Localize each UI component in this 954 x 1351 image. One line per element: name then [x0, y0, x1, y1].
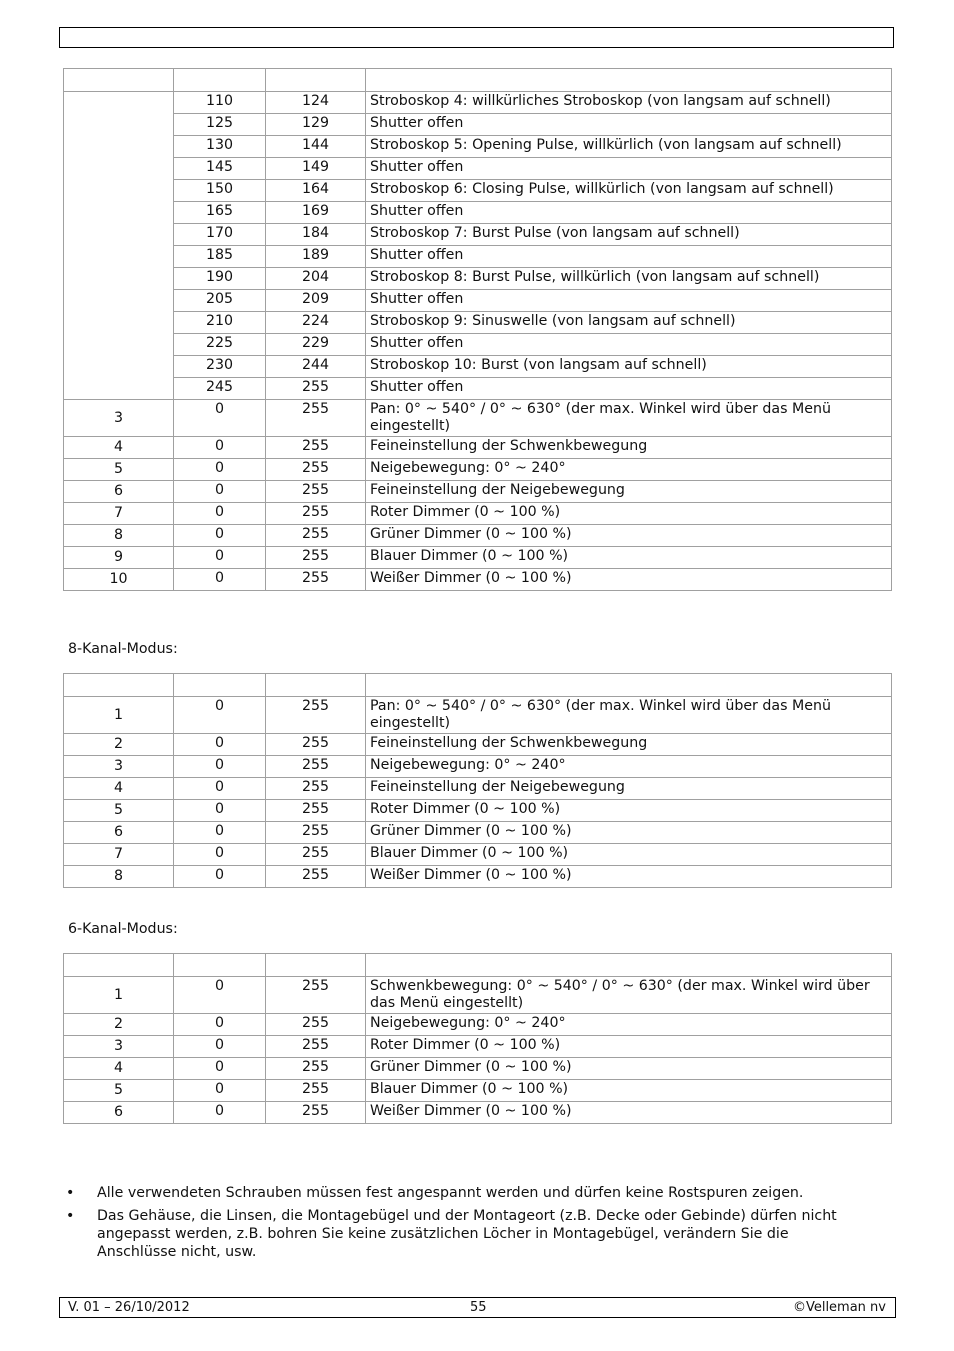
function-cell: Shutter offen [366, 246, 892, 268]
function-cell: Stroboskop 5: Opening Pulse, willkürlich (von langsam auf schnell) [366, 136, 892, 158]
to-value-cell: 255 [266, 822, 366, 844]
dmx-table-8ch [63, 673, 892, 888]
from-value-cell: 0 [174, 1102, 266, 1124]
table-row [64, 481, 892, 503]
table-row [64, 734, 892, 756]
from-value-cell: 0 [174, 1014, 266, 1036]
table-row [64, 1058, 892, 1080]
bullet-marker: • [66, 1208, 75, 1224]
from-value-cell: 0 [174, 734, 266, 756]
table-row [64, 224, 892, 246]
header-cell [266, 954, 366, 977]
table-row [64, 1014, 892, 1036]
channel-cell: 4 [64, 778, 174, 800]
dmx-table-10ch [63, 68, 892, 591]
channel-cell: 6 [64, 481, 174, 503]
table-row [64, 180, 892, 202]
from-value-cell: 0 [174, 569, 266, 591]
table-row [64, 378, 892, 400]
channel-cell: 5 [64, 800, 174, 822]
function-cell: Blauer Dimmer (0 ~ 100 %) [366, 844, 892, 866]
channel-cell: 5 [64, 459, 174, 481]
channel-cell: 3 [64, 1036, 174, 1058]
to-value-cell: 255 [266, 1102, 366, 1124]
from-value-cell: 0 [174, 1036, 266, 1058]
from-value-cell: 0 [174, 525, 266, 547]
channel-cell [64, 92, 174, 400]
function-cell: Shutter offen [366, 202, 892, 224]
function-cell: Roter Dimmer (0 ~ 100 %) [366, 800, 892, 822]
table-row [64, 547, 892, 569]
function-cell: Shutter offen [366, 114, 892, 136]
to-value-cell: 255 [266, 977, 366, 1014]
from-value-cell: 170 [174, 224, 266, 246]
header-cell [366, 69, 892, 92]
header-cell [64, 954, 174, 977]
function-cell: Neigebewegung: 0° ~ 240° [366, 459, 892, 481]
to-value-cell: 209 [266, 290, 366, 312]
to-value-cell: 169 [266, 202, 366, 224]
mode6-label: 6-Kanal-Modus: [68, 921, 178, 937]
header-cell [366, 674, 892, 697]
channel-cell: 2 [64, 734, 174, 756]
function-cell: Shutter offen [366, 334, 892, 356]
to-value-cell: 224 [266, 312, 366, 334]
function-cell: Schwenkbewegung: 0° ~ 540° / 0° ~ 630° (der max. Winkel wird über das Menü eingestellt) [366, 977, 892, 1014]
to-value-cell: 255 [266, 697, 366, 734]
page-header-frame [59, 27, 894, 48]
bullet-text: Alle verwendeten Schrauben müssen fest angespannt werden und dürfen keine Rostspuren zeigen. [97, 1185, 804, 1201]
table-row [64, 437, 892, 459]
dmx-table-6ch [63, 953, 892, 1124]
table-row [64, 844, 892, 866]
table-row [64, 114, 892, 136]
table-row [64, 400, 892, 437]
function-cell: Grüner Dimmer (0 ~ 100 %) [366, 1058, 892, 1080]
channel-cell: 8 [64, 866, 174, 888]
table-row [64, 800, 892, 822]
table-row [64, 756, 892, 778]
table-row [64, 822, 892, 844]
function-cell: Neigebewegung: 0° ~ 240° [366, 1014, 892, 1036]
function-cell: Stroboskop 10: Burst (von langsam auf schnell) [366, 356, 892, 378]
table-row [64, 569, 892, 591]
from-value-cell: 0 [174, 697, 266, 734]
header-cell [266, 674, 366, 697]
function-cell: Feineinstellung der Neigebewegung [366, 481, 892, 503]
to-value-cell: 255 [266, 800, 366, 822]
page-footer [59, 1297, 896, 1318]
from-value-cell: 0 [174, 459, 266, 481]
function-cell: Roter Dimmer (0 ~ 100 %) [366, 1036, 892, 1058]
to-value-cell: 229 [266, 334, 366, 356]
function-cell: Weißer Dimmer (0 ~ 100 %) [366, 1102, 892, 1124]
channel-cell: 7 [64, 503, 174, 525]
from-value-cell: 0 [174, 437, 266, 459]
from-value-cell: 0 [174, 756, 266, 778]
bullet-text: Das Gehäuse, die Linsen, die Montagebügel und der Montageort (z.B. Decke oder Gebinde) dürfen nicht angepasst werden, z.B. bohren Sie keine zusätzlichen Löcher in Montagebügel, verändern Sie die Anschlüsse nicht, usw. [97, 1208, 837, 1260]
function-cell: Shutter offen [366, 290, 892, 312]
table-row [64, 525, 892, 547]
table-row [64, 158, 892, 180]
table-row [64, 246, 892, 268]
from-value-cell: 0 [174, 503, 266, 525]
function-cell: Grüner Dimmer (0 ~ 100 %) [366, 525, 892, 547]
from-value-cell: 0 [174, 400, 266, 437]
from-value-cell: 165 [174, 202, 266, 224]
channel-cell: 10 [64, 569, 174, 591]
table-row [64, 697, 892, 734]
function-cell: Blauer Dimmer (0 ~ 100 %) [366, 547, 892, 569]
to-value-cell: 255 [266, 569, 366, 591]
channel-cell: 2 [64, 1014, 174, 1036]
from-value-cell: 205 [174, 290, 266, 312]
from-value-cell: 0 [174, 800, 266, 822]
function-cell: Pan: 0° ~ 540° / 0° ~ 630° (der max. Winkel wird über das Menü eingestellt) [366, 697, 892, 734]
table-header-row [64, 69, 892, 92]
function-cell: Stroboskop 6: Closing Pulse, willkürlich (von langsam auf schnell) [366, 180, 892, 202]
table-row [64, 866, 892, 888]
safety-bullet-list [63, 1184, 863, 1266]
table-row [64, 202, 892, 224]
from-value-cell: 0 [174, 547, 266, 569]
table-row [64, 356, 892, 378]
header-cell [64, 674, 174, 697]
channel-cell: 7 [64, 844, 174, 866]
channel-cell: 1 [64, 697, 174, 734]
channel-cell: 6 [64, 822, 174, 844]
channel-cell: 4 [64, 1058, 174, 1080]
from-value-cell: 0 [174, 844, 266, 866]
from-value-cell: 0 [174, 1058, 266, 1080]
header-cell [174, 954, 266, 977]
function-cell: Feineinstellung der Schwenkbewegung [366, 437, 892, 459]
to-value-cell: 255 [266, 503, 366, 525]
from-value-cell: 245 [174, 378, 266, 400]
function-cell: Stroboskop 7: Burst Pulse (von langsam auf schnell) [366, 224, 892, 246]
header-cell [174, 674, 266, 697]
to-value-cell: 255 [266, 778, 366, 800]
footer-copyright: ©Velleman nv [792, 1300, 886, 1315]
from-value-cell: 0 [174, 1080, 266, 1102]
channel-cell: 3 [64, 756, 174, 778]
table-row [64, 778, 892, 800]
from-value-cell: 145 [174, 158, 266, 180]
to-value-cell: 255 [266, 525, 366, 547]
to-value-cell: 255 [266, 400, 366, 437]
function-cell: Weißer Dimmer (0 ~ 100 %) [366, 569, 892, 591]
function-cell: Shutter offen [366, 378, 892, 400]
channel-cell: 3 [64, 400, 174, 437]
to-value-cell: 255 [266, 459, 366, 481]
channel-cell: 1 [64, 977, 174, 1014]
to-value-cell: 255 [266, 481, 366, 503]
mode8-label: 8-Kanal-Modus: [68, 641, 178, 657]
function-cell: Stroboskop 4: willkürliches Stroboskop (von langsam auf schnell) [366, 92, 892, 114]
function-cell: Neigebewegung: 0° ~ 240° [366, 756, 892, 778]
footer-version: V. 01 – 26/10/2012 [68, 1300, 190, 1315]
to-value-cell: 255 [266, 1014, 366, 1036]
function-cell: Stroboskop 8: Burst Pulse, willkürlich (von langsam auf schnell) [366, 268, 892, 290]
to-value-cell: 255 [266, 1080, 366, 1102]
channel-cell: 9 [64, 547, 174, 569]
to-value-cell: 255 [266, 756, 366, 778]
table-row [64, 1080, 892, 1102]
table-row [64, 1036, 892, 1058]
channel-cell: 4 [64, 437, 174, 459]
footer-page-number: 55 [470, 1300, 487, 1315]
from-value-cell: 0 [174, 822, 266, 844]
bullet-marker: • [66, 1185, 75, 1201]
table-row [64, 503, 892, 525]
bullet-item [63, 1207, 863, 1261]
header-cell [174, 69, 266, 92]
table-row [64, 977, 892, 1014]
function-cell: Stroboskop 9: Sinuswelle (von langsam auf schnell) [366, 312, 892, 334]
to-value-cell: 204 [266, 268, 366, 290]
function-cell: Pan: 0° ~ 540° / 0° ~ 630° (der max. Winkel wird über das Menü eingestellt) [366, 400, 892, 437]
to-value-cell: 144 [266, 136, 366, 158]
to-value-cell: 255 [266, 1036, 366, 1058]
from-value-cell: 0 [174, 778, 266, 800]
from-value-cell: 0 [174, 481, 266, 503]
to-value-cell: 255 [266, 1058, 366, 1080]
to-value-cell: 255 [266, 437, 366, 459]
table-row [64, 1102, 892, 1124]
to-value-cell: 189 [266, 246, 366, 268]
header-cell [266, 69, 366, 92]
to-value-cell: 255 [266, 866, 366, 888]
from-value-cell: 110 [174, 92, 266, 114]
channel-cell: 6 [64, 1102, 174, 1124]
function-cell: Feineinstellung der Schwenkbewegung [366, 734, 892, 756]
function-cell: Shutter offen [366, 158, 892, 180]
to-value-cell: 255 [266, 844, 366, 866]
function-cell: Roter Dimmer (0 ~ 100 %) [366, 503, 892, 525]
from-value-cell: 125 [174, 114, 266, 136]
from-value-cell: 210 [174, 312, 266, 334]
table-row [64, 290, 892, 312]
table-header-row [64, 954, 892, 977]
table-header-row [64, 674, 892, 697]
to-value-cell: 149 [266, 158, 366, 180]
channel-cell: 8 [64, 525, 174, 547]
table-row [64, 312, 892, 334]
bullet-item [63, 1184, 863, 1202]
from-value-cell: 150 [174, 180, 266, 202]
to-value-cell: 255 [266, 378, 366, 400]
function-cell: Blauer Dimmer (0 ~ 100 %) [366, 1080, 892, 1102]
header-cell [366, 954, 892, 977]
header-cell [64, 69, 174, 92]
from-value-cell: 0 [174, 866, 266, 888]
from-value-cell: 190 [174, 268, 266, 290]
from-value-cell: 225 [174, 334, 266, 356]
function-cell: Weißer Dimmer (0 ~ 100 %) [366, 866, 892, 888]
table-row [64, 92, 892, 114]
from-value-cell: 130 [174, 136, 266, 158]
to-value-cell: 184 [266, 224, 366, 246]
from-value-cell: 0 [174, 977, 266, 1014]
table-row [64, 136, 892, 158]
to-value-cell: 164 [266, 180, 366, 202]
table-row [64, 268, 892, 290]
function-cell: Feineinstellung der Neigebewegung [366, 778, 892, 800]
from-value-cell: 230 [174, 356, 266, 378]
to-value-cell: 129 [266, 114, 366, 136]
table-row [64, 459, 892, 481]
function-cell: Grüner Dimmer (0 ~ 100 %) [366, 822, 892, 844]
table-row [64, 334, 892, 356]
to-value-cell: 255 [266, 734, 366, 756]
from-value-cell: 185 [174, 246, 266, 268]
to-value-cell: 255 [266, 547, 366, 569]
channel-cell: 5 [64, 1080, 174, 1102]
to-value-cell: 124 [266, 92, 366, 114]
to-value-cell: 244 [266, 356, 366, 378]
